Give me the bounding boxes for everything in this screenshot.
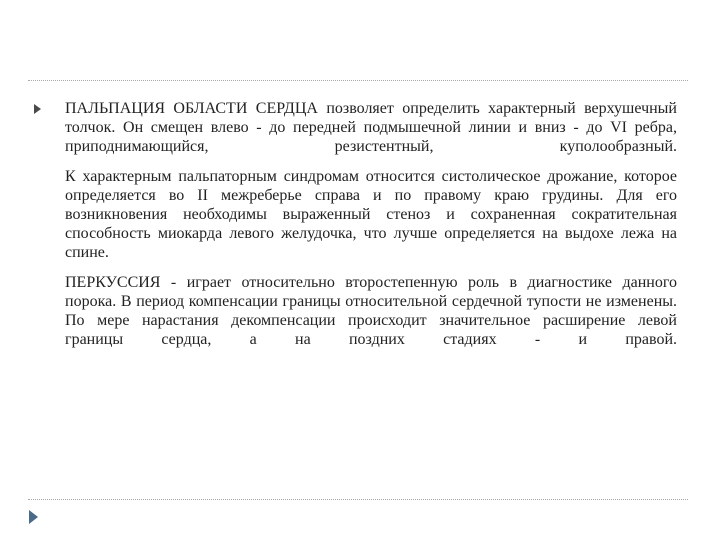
slide-body — [65, 99, 677, 360]
paragraph-systolic-thrill: К характерным пальпаторным синдромам относится систолическое дрожание, которое определяется во II межреберье справа и по правому краю грудины. Для его возникновения необходимы выраженный стеноз и сохраненная сократительная способность миокарда левого желудочка, что лучше определяется на выдохе лежа на спине. — [65, 168, 677, 261]
triangle-arrow-icon[interactable] — [29, 510, 38, 524]
triangle-bullet-icon — [34, 104, 41, 114]
top-divider — [28, 80, 688, 81]
bottom-divider — [28, 499, 688, 500]
paragraph-percussion: ПЕРКУССИЯ - играет относительно второстепенную роль в диагностике данного порока. В период компенсации границы относительной сердечной тупости не изменены. По мере нарастания декомпенсации происходит значительное расширение левой границы сердца, а на поздних стадиях - и правой. — [65, 274, 677, 348]
paragraph-palpation: ПАЛЬПАЦИЯ ОБЛАСТИ СЕРДЦА позволяет определить характерный верхушечный толчок. Он смещен влево - до передней подмышечной линии и вниз - до VI ребра, приподнимающийся, резистентный, куполообразный. — [65, 100, 677, 155]
